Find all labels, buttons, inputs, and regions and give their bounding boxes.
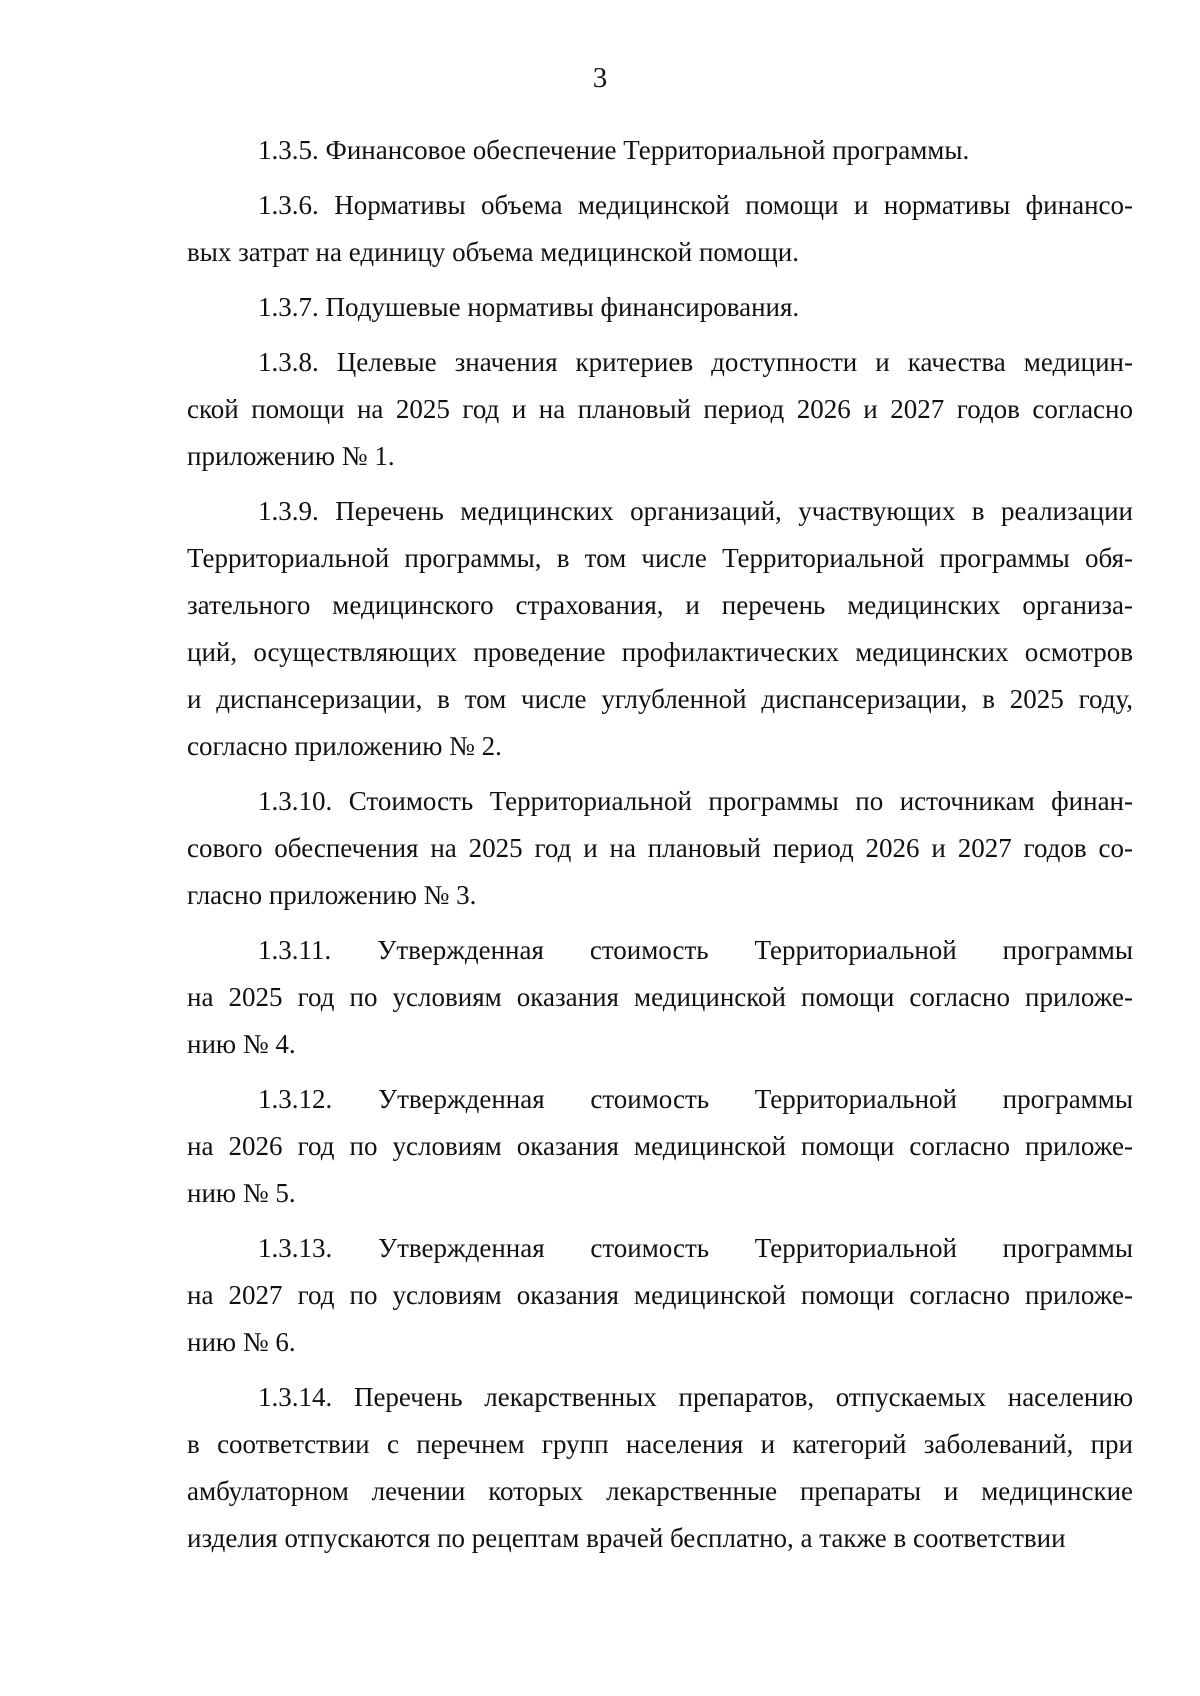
paragraph xyxy=(187,127,1133,174)
text-line: Территориальной программы, в том числе Территориальной программы обя- xyxy=(187,543,1133,573)
paragraph xyxy=(187,1225,1133,1366)
text-line: на 2027 год по условиям оказания медицинской помощи согласно приложе- xyxy=(187,1280,1133,1310)
paragraph xyxy=(187,339,1133,480)
paragraph xyxy=(187,488,1133,770)
text-line: 1.3.13. Утвержденная стоимость Территориальной программы xyxy=(258,1233,1133,1263)
paragraph xyxy=(187,778,1133,919)
text-line: согласно приложению № 2. xyxy=(187,731,502,761)
text-line: гласно приложению № 3. xyxy=(187,880,477,910)
paragraph xyxy=(187,927,1133,1068)
text-line: 1.3.8. Целевые значения критериев доступности и качества медицин- xyxy=(258,347,1133,377)
text-line: ской помощи на 2025 год и на плановый период 2026 и 2027 годов согласно xyxy=(187,394,1133,424)
text-line: 1.3.5. Финансовое обеспечение Территориальной программы. xyxy=(258,135,970,165)
text-line: сового обеспечения на 2025 год и на плановый период 2026 и 2027 годов со- xyxy=(187,833,1133,863)
page-number: 3 xyxy=(592,62,608,94)
text-line: 1.3.14. Перечень лекарственных препаратов, отпускаемых населению xyxy=(258,1382,1133,1412)
text-line: на 2026 год по условиям оказания медицинской помощи согласно приложе- xyxy=(187,1131,1133,1161)
text-line: 1.3.11. Утвержденная стоимость Территориальной программы xyxy=(258,935,1133,965)
text-line: вых затрат на единицу объема медицинской помощи. xyxy=(187,237,799,267)
text-line: зательного медицинского страхования, и перечень медицинских организа- xyxy=(187,590,1133,620)
paragraph xyxy=(187,1076,1133,1217)
text-line: приложению № 1. xyxy=(187,441,395,471)
text-line: нию № 6. xyxy=(187,1327,296,1357)
text-line: 1.3.9. Перечень медицинских организаций, участвующих в реализации xyxy=(258,496,1133,526)
document-body xyxy=(187,127,1133,1570)
text-line: 1.3.12. Утвержденная стоимость Территориальной программы xyxy=(258,1084,1133,1114)
text-line: на 2025 год по условиям оказания медицинской помощи согласно приложе- xyxy=(187,982,1133,1012)
text-line: 1.3.7. Подушевые нормативы финансирования. xyxy=(258,292,800,322)
text-line: нию № 4. xyxy=(187,1029,296,1059)
text-line: ций, осуществляющих проведение профилактических медицинских осмотров xyxy=(187,637,1133,667)
text-line: изделия отпускаются по рецептам врачей бесплатно, а также в соответствии xyxy=(187,1523,1066,1553)
text-line: 1.3.6. Нормативы объема медицинской помощи и нормативы финансо- xyxy=(258,190,1133,220)
paragraph xyxy=(187,284,1133,331)
paragraph xyxy=(187,182,1133,276)
text-line: в соответствии с перечнем групп населения и категорий заболеваний, при xyxy=(187,1429,1133,1459)
text-line: амбулаторном лечении которых лекарственные препараты и медицинские xyxy=(187,1476,1133,1506)
text-line: нию № 5. xyxy=(187,1178,296,1208)
paragraph xyxy=(187,1374,1133,1562)
text-line: 1.3.10. Стоимость Территориальной программы по источникам финан- xyxy=(258,786,1133,816)
text-line: и диспансеризации, в том числе углубленной диспансеризации, в 2025 году, xyxy=(187,684,1133,714)
